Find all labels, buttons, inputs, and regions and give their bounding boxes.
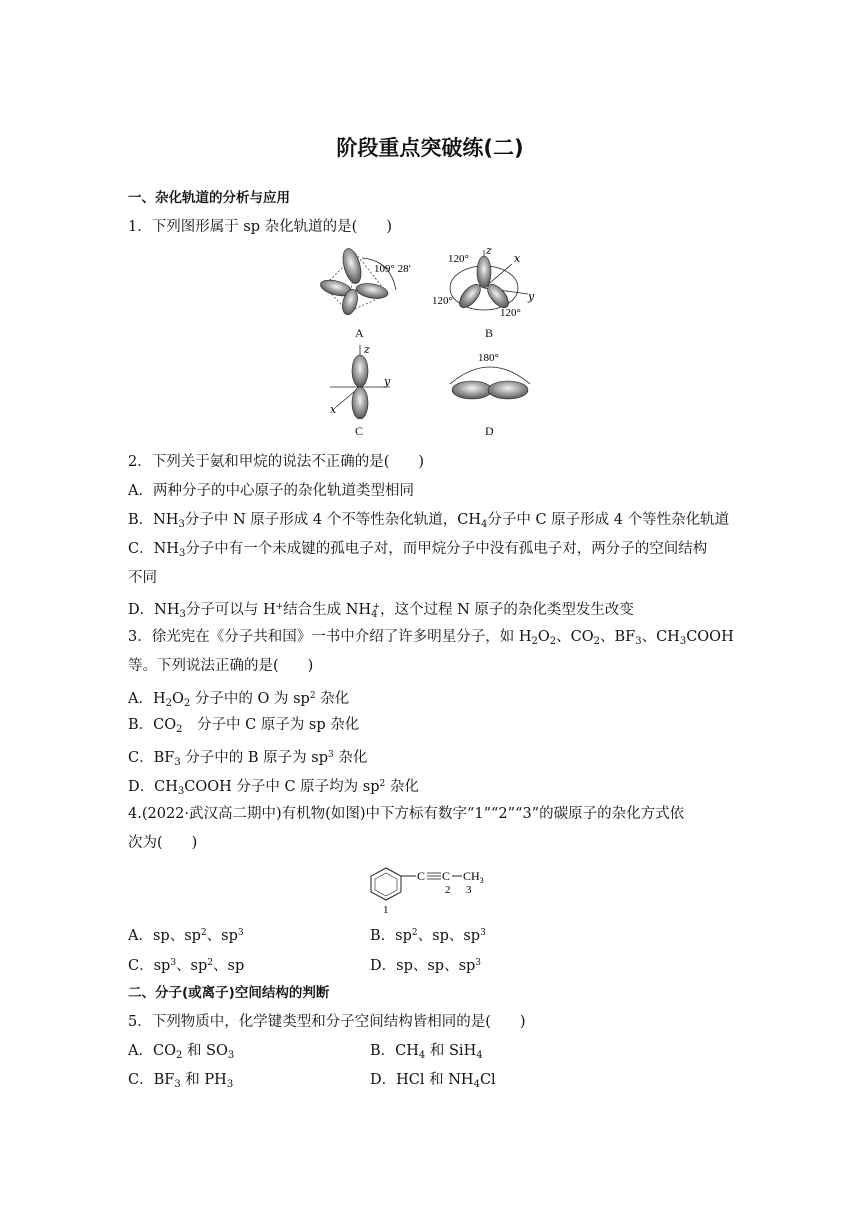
axis-x-label-c: x — [330, 403, 337, 416]
figure-label-a: A — [355, 326, 364, 340]
question-4-stem-cont: 次为( ) — [128, 835, 198, 851]
question-2-option-c-cont: 不同 — [128, 570, 157, 586]
question-2-option-a: A．两种分子的中心原子的杂化轨道类型相同 — [128, 483, 414, 499]
question-4-stem: 4.(2022·武汉高二期中)有机物(如图)中下方标有数字“1”“2”“3”的碳原子的杂化方式依 — [128, 806, 685, 822]
section-heading-2: 二、分子(或离子)空间结构的判断 — [128, 985, 330, 1001]
question-2-option-b: B．$NH_3$分子中 N 原子形成 4 个不等性杂化轨道，$CH_4$分子中 C 原子形成 4 个等性杂化轨道 — [128, 512, 730, 530]
figure-label-d: D — [485, 424, 494, 438]
question-4-option-c: C．$sp^3$、$sp^2$、sp — [128, 958, 245, 974]
structure-phenylpropyne — [366, 862, 496, 916]
orbital-figure-c — [326, 343, 396, 417]
question-3-option-c: C．$BF_3$ 分子中的 B 原子为 $sp^3$ 杂化 — [128, 750, 368, 768]
axis-y-label-c: y — [384, 375, 391, 388]
page-title: 阶段重点突破练(二) — [336, 136, 524, 160]
question-3-option-a: A．$H_2O_2$ 分子中的 O 为 $sp^2$ 杂化 — [128, 691, 350, 709]
question-5-option-b: B．$CH_4$ 和 SiH$_4$ — [370, 1043, 483, 1061]
axis-x-label: x — [514, 252, 521, 265]
angle-label-d: 180° — [478, 352, 499, 364]
angle-label-a: 109° 28′ — [374, 263, 412, 275]
axis-y-label: y — [528, 290, 535, 303]
question-1-stem: 1．下列图形属于 sp 杂化轨道的是( ) — [128, 219, 392, 235]
axis-z-label: z — [486, 244, 492, 257]
figure-label-b: B — [485, 326, 494, 340]
question-2-stem: 2．下列关于氨和甲烷的说法不正确的是( ) — [128, 454, 425, 470]
question-5-option-a: A．$CO_2$ 和 $SO_3$ — [128, 1043, 235, 1061]
group-ch3: $CH_3$ — [463, 869, 484, 885]
question-3-option-b: B．$CO_2$ 分子中 C 原子为 sp 杂化 — [128, 717, 360, 735]
question-4-option-a: A．sp、$sp^2$、$sp^3$ — [128, 928, 244, 944]
question-4-option-b: B．$sp^2$、sp、$sp^3$ — [370, 928, 486, 944]
label-2: 2 — [445, 884, 451, 896]
label-3: 3 — [466, 884, 472, 896]
axis-z-label-c: z — [364, 343, 370, 356]
label-1: 1 — [383, 904, 389, 916]
question-2-option-d: D．$NH_3$分子可以与 H+结合生成 $NH_4^+$，这个过程 N 原子的杂化类型发生改变 — [128, 602, 634, 620]
orbital-figure-b — [424, 246, 542, 320]
atom-c-2: C — [442, 869, 451, 883]
figure-label-c: C — [355, 424, 364, 438]
question-3-option-d: D．$CH_3COOH$ 分子中 C 原子均为 $sp^2$ 杂化 — [128, 779, 419, 797]
question-2-option-c: C．$NH_3$分子中有一个未成键的孤电子对，而甲烷分子中没有孤电子对，两分子的空间结构 — [128, 541, 708, 559]
orbital-figure-d — [440, 348, 540, 404]
angle-label-b2: 120° — [432, 295, 453, 307]
question-5-stem: 5．下列物质中，化学键类型和分子空间结构皆相同的是( ) — [128, 1014, 526, 1030]
question-3-stem-cont: 等。下列说法正确的是( ) — [128, 658, 314, 674]
angle-label-b3: 120° — [500, 307, 521, 319]
question-4-option-d: D．sp、sp、$sp^3$ — [370, 958, 482, 974]
angle-label-b1: 120° — [448, 253, 469, 265]
orbital-figure-a — [318, 246, 412, 320]
question-3-stem: 3．徐光宪在《分子共和国》一书中介绍了许多明星分子，如 $H_2O_2$、$CO_2$、$BF_3$、$CH_3COOH$ — [128, 629, 734, 647]
atom-c-1: C — [417, 869, 426, 883]
section-heading-1: 一、杂化轨道的分析与应用 — [128, 190, 290, 206]
question-5-option-d: D．HCl 和 $NH_4Cl$ — [370, 1072, 496, 1090]
question-5-option-c: C．$BF_3$ 和 $PH_3$ — [128, 1072, 234, 1090]
